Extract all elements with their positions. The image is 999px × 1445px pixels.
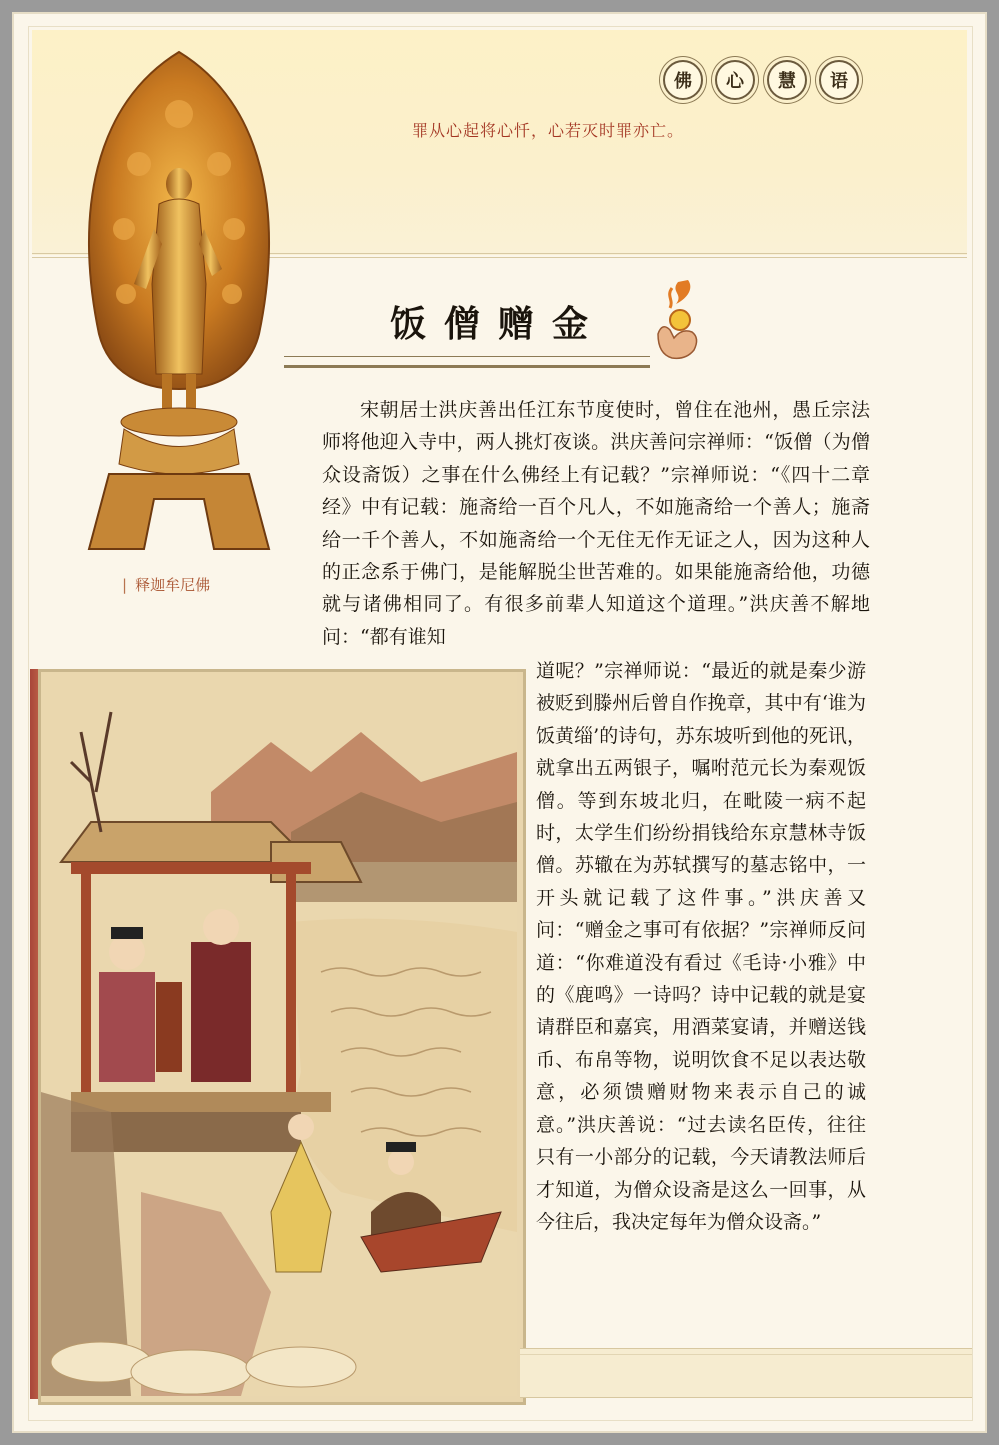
series-badge: 语 [819, 60, 859, 100]
article-paragraph-right: 道呢？”宗禅师说：“最近的就是秦少游被贬到滕州后曾自作挽章，其中有‘谁为饭黄缁’的诗句，苏东坡听到他的死讯，就拿出五两银子，嘱咐范元长为秦观饭僧。等到东坡北归，在毗陵一病不起时，太学生们纷纷捐钱给东京慧林寺饭僧。苏辙在为苏轼撰写的墓志铭中，一开头就记载了这件事。”洪庆善又问：“赠金之事可有依据？”宗禅师反问道：“你难道没有看过《毛诗·小雅》中的《鹿鸣》一诗吗？诗中记载的就是宴请群臣和嘉宾，用酒菜宴请，并赠送钱币、布帛等物，说明饮食不足以表达敬意，必须馈赠财物来表示自己的诚意。”洪庆善说：“过去读名臣传，往往只有一小部分的记载，今天请教法师后才知道，为僧众设斋是这么一回事，从今往后，我决定每年为僧众设斋。” [536, 660, 866, 1233]
statue-caption [122, 574, 210, 595]
caption-marker: | [122, 576, 128, 594]
buddha-statue-image [54, 44, 304, 564]
motto-line: 罪从心起将心忏，心若灭时罪亦亡。 [412, 121, 685, 140]
book-page [12, 12, 987, 1433]
series-badge: 佛 [663, 60, 703, 100]
series-badges [663, 60, 859, 100]
series-badge: 心 [715, 60, 755, 100]
article-title: 饭僧赠金 [390, 303, 607, 345]
monk-scene-painting [38, 669, 526, 1405]
footer-bar [520, 1348, 972, 1398]
title-underline [284, 356, 650, 368]
caption-text: 释迦牟尼佛 [135, 576, 211, 594]
article-paragraph-top: 宋朝居士洪庆善出任江东节度使时，曾住在池州，愚丘宗法师将他迎入寺中，两人挑灯夜谈。洪庆善问宗禅师：“饭僧（为僧众设斋饭）之事在什么佛经上有记载？”宗禅师说：“《四十二章经》中有记载：施斋给一百个凡人，不如施斋给一个善人；施斋给一千个善人，不如施斋给一个无住无作无证之人，因为这种人的正念系于佛门，是能解脱尘世苦难的。如果能施斋给他，功德就与诸佛相同了。有很多前辈人知道这个道理。”洪庆善不解地问：“都有谁知 [322, 399, 870, 648]
hand-holding-jewel-icon [648, 278, 708, 362]
series-badge: 慧 [767, 60, 807, 100]
